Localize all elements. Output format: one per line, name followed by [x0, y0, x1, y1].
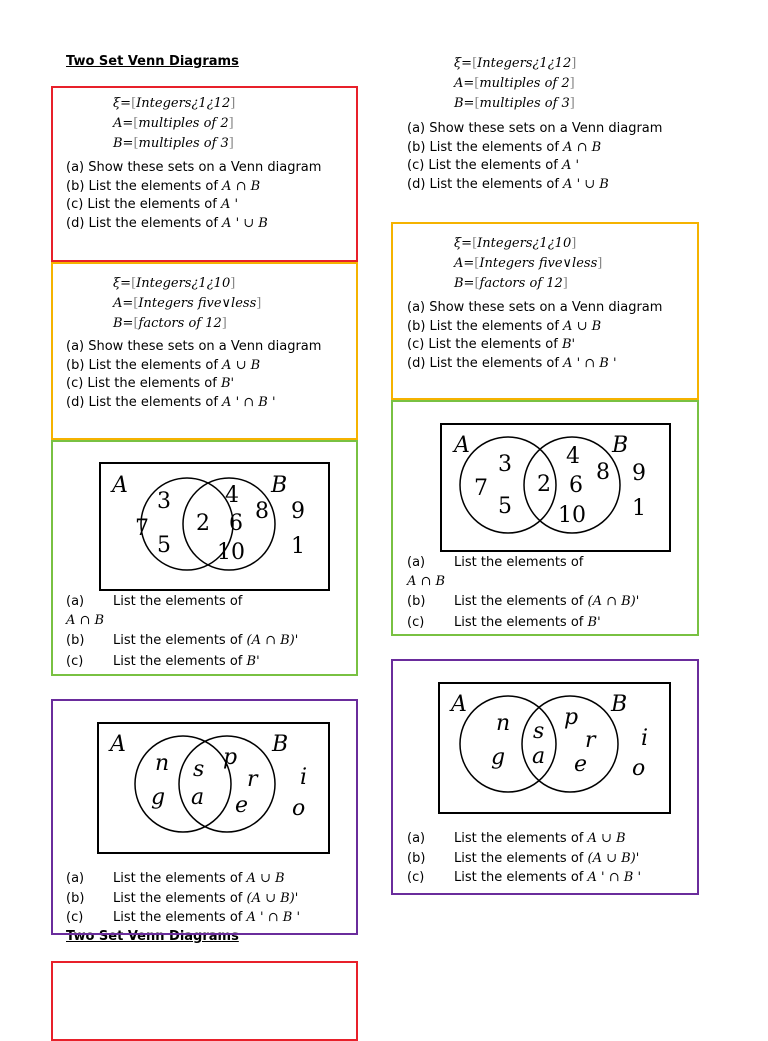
region-both-number: 2	[196, 511, 210, 536]
set-a-label: A	[454, 433, 470, 458]
questions-right-1	[407, 120, 662, 194]
page-title: Two Set Venn Diagrams	[66, 54, 239, 69]
region-b-number: 6	[229, 511, 243, 536]
region-a-letter: n	[496, 711, 511, 736]
set-b-value: factors of 12	[138, 316, 222, 331]
question-a: (a) Show these sets on a Venn diagram	[407, 121, 663, 136]
questions-numbers-right	[407, 554, 639, 632]
set-b-label: B	[612, 433, 629, 458]
universal-set-label: ξ=	[113, 96, 132, 111]
question-d: (d) List the elements of A ' ∪ B	[407, 176, 609, 192]
question-d: (d) List the elements of A ' ∩ B '	[407, 355, 617, 371]
venn-diagram-letters-left	[97, 722, 331, 854]
question-a: (a) List the elements of	[407, 555, 584, 570]
question-a: (a) Show these sets on a Venn diagram	[407, 300, 663, 315]
venn-diagram-numbers-left	[99, 462, 331, 592]
question-c: (c) List the elements of B'	[407, 614, 601, 630]
question-c: (c) List the elements of B'	[66, 653, 260, 669]
region-both-number: 2	[537, 472, 551, 497]
region-a-number: 7	[474, 476, 488, 501]
questions-letters-right	[407, 830, 641, 888]
question-d: (d) List the elements of A ' ∩ B '	[66, 394, 276, 410]
region-a-number: 3	[498, 452, 512, 477]
universal-set-value: Integers¿1¿10	[136, 276, 231, 291]
set-a-label: A	[110, 732, 126, 757]
set-a-label: A=	[113, 296, 134, 311]
set-a-value: Integers five∨less	[138, 296, 257, 311]
question-d: (d) List the elements of A ' ∪ B	[66, 215, 268, 231]
outside-number: 1	[632, 496, 646, 521]
region-a-letter: n	[155, 751, 170, 776]
set-a-label: A	[112, 473, 128, 498]
question-b: (b) List the elements of (A ∩ B)'	[407, 594, 640, 609]
question-a: (a) Show these sets on a Venn diagram	[66, 160, 322, 175]
set-definitions-left-2: ξ=[Integers¿1¿10] A=[Integers five∨less] B=[factors of 12]	[113, 276, 262, 331]
region-b-letter: r	[247, 767, 258, 792]
set-b-value: factors of 12	[479, 276, 563, 291]
region-a-number: 3	[157, 489, 171, 514]
question-a: (a) List the elements of	[66, 594, 243, 609]
question-a: (a) List the elements of A ∪ B	[407, 831, 626, 846]
question-c: (c) List the elements of A '	[407, 158, 580, 173]
question-b: (b) List the elements of (A ∪ B)'	[66, 890, 299, 906]
region-b-letter: r	[585, 728, 596, 753]
region-a-letter: g	[151, 785, 166, 810]
set-b-value: multiples of 3	[138, 136, 229, 151]
set-a-value: multiples of 2	[479, 76, 570, 91]
region-b-number: 4	[566, 444, 580, 469]
question-a-math: A ∩ B	[66, 612, 105, 628]
question-b: (b) List the elements of A ∩ B	[407, 139, 602, 155]
venn-diagram-numbers-right	[440, 423, 672, 553]
universal-set-label: ξ=	[454, 236, 473, 251]
set-b-label: B	[611, 692, 628, 717]
outside-letter: o	[292, 796, 306, 821]
set-a-value: Integers five∨less	[479, 256, 598, 271]
question-c: (c) List the elements of A '	[66, 197, 239, 212]
questions-letters-left	[66, 870, 300, 928]
set-a-value: multiples of 2	[138, 116, 229, 131]
questions-right-2	[407, 299, 662, 373]
question-a: (a) Show these sets on a Venn diagram	[66, 339, 322, 354]
set-a-label: A=	[113, 116, 134, 131]
region-b-letter: e	[574, 752, 588, 777]
outside-number: 1	[291, 534, 305, 559]
region-both-letter: a	[532, 744, 546, 769]
question-b: (b) List the elements of A ∪ B	[407, 318, 602, 334]
set-b-label: B	[272, 732, 289, 757]
question-b: (b) List the elements of A ∩ B	[66, 178, 261, 194]
set-b-label: B=	[454, 96, 475, 111]
region-both-letter: s	[193, 757, 205, 782]
question-b: (b) List the elements of (A ∩ B)'	[66, 633, 299, 648]
universal-set-value: Integers¿1¿12	[477, 56, 572, 71]
region-b-letter: p	[223, 745, 238, 770]
venn-diagram-letters-right	[438, 682, 672, 814]
question-c: (c) List the elements of A ' ∩ B '	[407, 870, 642, 885]
universal-set-label: ξ=	[113, 276, 132, 291]
set-b-value: multiples of 3	[479, 96, 570, 111]
region-b-number: 6	[569, 473, 583, 498]
outside-letter: i	[300, 765, 308, 790]
region-b-number: 8	[255, 499, 269, 524]
set-a-label: A=	[454, 76, 475, 91]
region-b-letter: e	[235, 793, 249, 818]
questions-left-2	[66, 338, 321, 412]
region-a-number: 7	[135, 516, 149, 541]
set-definitions-right-1: ξ=[Integers¿1¿12] A=[multiples of 2] B=[multiples of 3]	[454, 56, 577, 111]
region-both-letter: s	[533, 719, 545, 744]
question-a: (a) List the elements of A ∪ B	[66, 871, 285, 886]
questions-numbers-left	[66, 593, 298, 671]
universal-set-value: Integers¿1¿12	[136, 96, 231, 111]
question-c: (c) List the elements of B'	[66, 376, 235, 391]
region-b-number: 10	[558, 503, 586, 528]
outside-letter: i	[641, 726, 649, 751]
set-definitions-left-1: ξ=[Integers¿1¿12] A=[multiples of 2] B=[multiples of 3]	[113, 96, 236, 151]
question-c: (c) List the elements of B'	[407, 337, 576, 352]
set-b-label: B=	[113, 316, 134, 331]
card-red-left-bottom	[51, 961, 358, 1041]
question-c: (c) List the elements of A ' ∩ B '	[66, 910, 301, 925]
region-a-number: 5	[498, 494, 512, 519]
questions-left-1	[66, 159, 321, 233]
set-definitions-right-2: ξ=[Integers¿1¿10] A=[Integers five∨less] B=[factors of 12]	[454, 236, 603, 291]
outside-number: 9	[291, 499, 305, 524]
region-a-letter: g	[491, 745, 506, 770]
region-a-number: 5	[157, 533, 171, 558]
region-b-letter: p	[564, 705, 579, 730]
outside-letter: o	[632, 756, 646, 781]
region-b-number: 10	[217, 540, 245, 565]
question-b: (b) List the elements of (A ∪ B)'	[407, 850, 640, 866]
universal-set-value: Integers¿1¿10	[477, 236, 572, 251]
set-a-label: A=	[454, 256, 475, 271]
outside-number: 9	[632, 461, 646, 486]
region-both-letter: a	[191, 785, 205, 810]
question-b: (b) List the elements of A ∪ B	[66, 357, 261, 373]
set-b-label: B=	[454, 276, 475, 291]
set-a-label: A	[451, 692, 467, 717]
set-b-label: B=	[113, 136, 134, 151]
set-b-label: B	[271, 473, 288, 498]
region-b-number: 8	[596, 460, 610, 485]
question-a-math: A ∩ B	[407, 573, 446, 589]
universal-set-label: ξ=	[454, 56, 473, 71]
region-b-number: 4	[225, 483, 239, 508]
page-title-repeat: Two Set Venn Diagrams	[66, 929, 239, 944]
